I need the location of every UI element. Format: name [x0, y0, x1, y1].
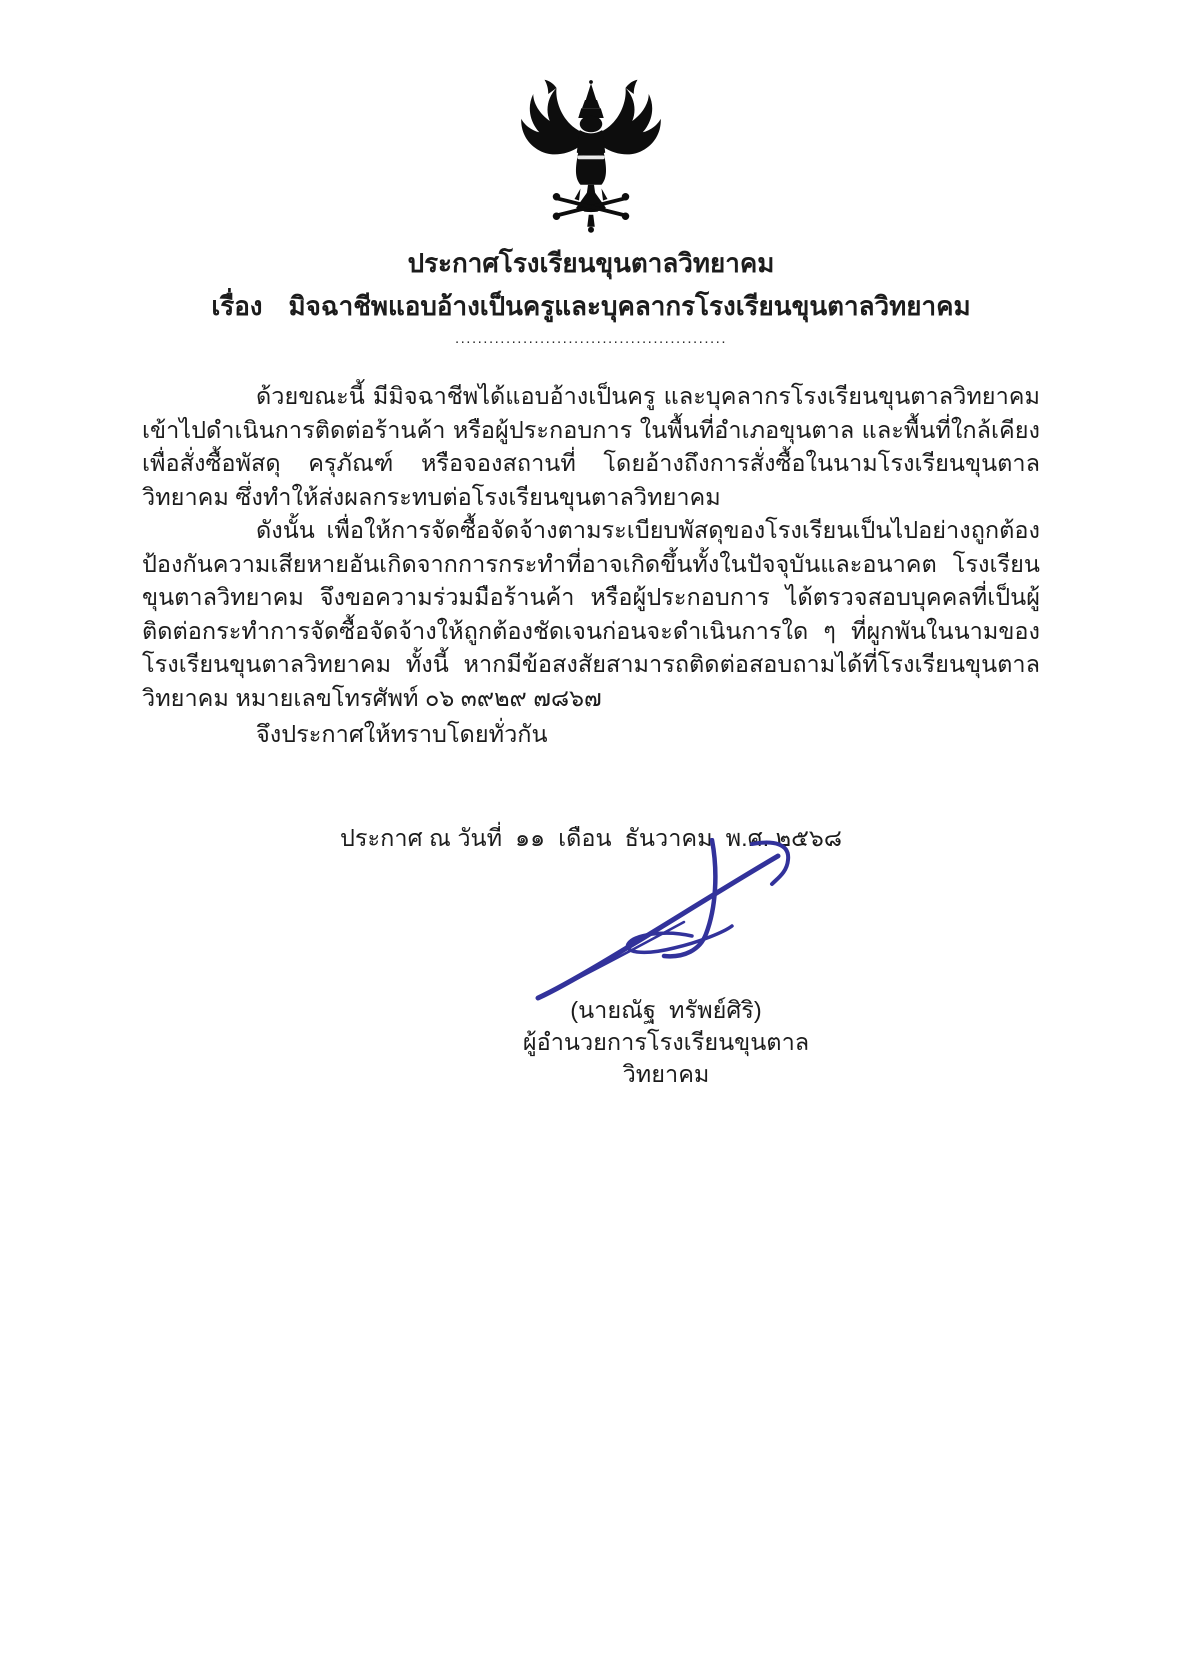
document-body: [142, 380, 1040, 715]
handwritten-signature-icon: [516, 838, 816, 1008]
signature-block: [498, 838, 834, 1090]
body-paragraph: ดังนั้น เพื่อให้การจัดซื้อจัดจ้างตามระเบียบพัสดุของโรงเรียนเป็นไปอย่างถูกต้อง ป้องกันความเสียหายอันเกิดจากการกระทำที่อาจเกิดขึ้นทั้งในปัจจุบันและอนาคต โรงเรียนขุนตาลวิทยาคม จึงขอความร่วมมือร้านค้า หรือผู้ประกอบการ ได้ตรวจสอบบุคคลที่เป็นผู้ติดต่อกระทำการจัดซื้อจัดจ้างให้ถูกต้องชัดเจนก่อนจะดำเนินการใด ๆ ที่ผูกพันในนามของโรงเรียนขุนตาลวิทยาคม ทั้งนี้ หากมีข้อสงสัยสามารถติดต่อสอบถามได้ที่โรงเรียนขุนตาลวิทยาคม หมายเลขโทรศัพท์ ๐๖ ๓๙๒๙ ๗๘๖๗: [142, 517, 1040, 711]
document-title: ประกาศโรงเรียนขุนตาลวิทยาคม: [407, 248, 775, 278]
emblem-container: [0, 76, 1182, 243]
title-block: [0, 246, 1182, 324]
date-line: ประกาศ ณ วันที่ ๑๑ เดือน ธันวาคม พ.ศ. ๒๕๖๘: [340, 825, 842, 851]
subject-line: [0, 289, 1182, 324]
closing-line: จึงประกาศให้ทราบโดยทั่วกัน: [256, 721, 548, 747]
signatory-title: ผู้อำนวยการโรงเรียนขุนตาลวิทยาคม: [522, 1029, 810, 1087]
subject-text: มิจฉาชีพแอบอ้างเป็นครูและบุคลากรโรงเรียนขุนตาลวิทยาคม: [288, 291, 971, 322]
garuda-emblem-icon: [516, 76, 666, 238]
signatory-name: (นายณัฐ ทรัพย์ศิริ): [570, 997, 762, 1023]
subject-label: เรื่อง: [211, 291, 263, 322]
body-paragraph: ด้วยขณะนี้ มีมิจฉาชีพได้แอบอ้างเป็นครู และบุคลากรโรงเรียนขุนตาลวิทยาคม เข้าไปดำเนินการติดต่อร้านค้า หรือผู้ประกอบการ ในพื้นที่อำเภอขุนตาล และพื้นที่ใกล้เคียง เพื่อสั่งซื้อพัสดุ ครุภัณฑ์ หรือจองสถานที่ โดยอ้างถึงการสั่งซื้อในนามโรงเรียนขุนตาลวิทยาคม ซึ่งทำให้ส่งผลกระทบต่อโรงเรียนขุนตาลวิทยาคม: [142, 383, 1040, 510]
dotted-divider: ................................................: [454, 330, 728, 347]
